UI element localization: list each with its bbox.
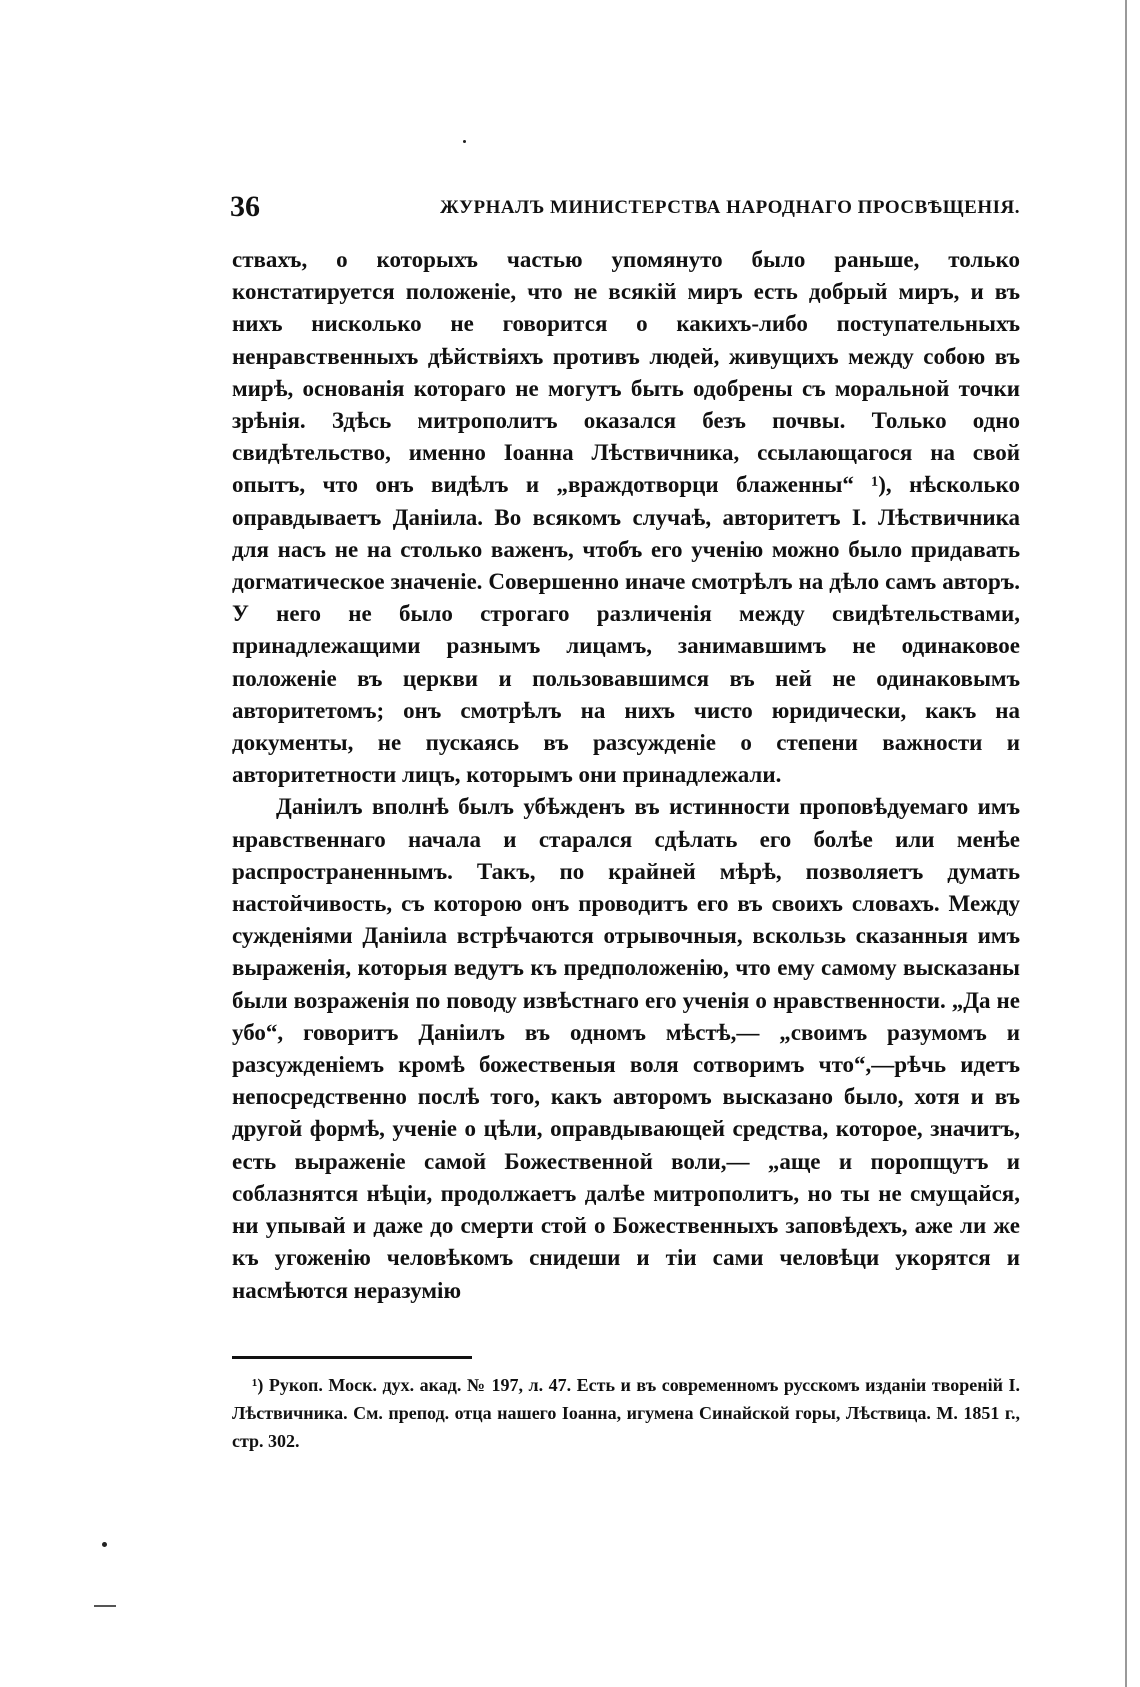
paragraph-daniil: Даніилъ вполнѣ былъ убѣжденъ въ истинности проповѣдуемаго имъ нравственнаго начала и старался сдѣлать его болѣе или менѣе распространеннымъ. Такъ, по крайней мѣрѣ, позволяетъ думать настойчивость, съ которою онъ проводитъ его въ своихъ словахъ. Между сужденіями Даніила встрѣчаются отрывочныя, вскользь сказанныя имъ выраженія, которыя ведутъ къ предположенію, что ему самому высказаны были возраженія по поводу извѣстнаго его ученія о нравственности. „Да не убо“, говоритъ Даніилъ въ одномъ мѣстѣ,— „своимъ разумомъ и разсужденіемъ кромѣ божественыя воля сотворимъ что“,—рѣчь идетъ непосредственно послѣ того, какъ авторомъ высказано было, хотя и въ другой формѣ, ученіе о цѣли, оправдывающей средства, которое, значитъ, есть выраженіе самой Божественной воли,— „аще и поропщутъ и соблазнятся нѣціи, продолжаетъ далѣе митрополитъ, но ты не смущайся, ни упывай и даже до смерти стой о Божественныхъ заповѣдехъ, аже ли же къ угоженію человѣкомъ снидеши и тіи сами человѣци укорятся и насмѣются неразумію: [232, 794, 1020, 1303]
paragraph-continuation: ствахъ, о которыхъ частью упомянуто было раньше, только констатируется положеніе, что не всякій миръ есть добрый миръ, и въ нихъ нисколько не говорится о какихъ-либо поступательныхъ ненравственныхъ дѣйствіяхъ противъ людей, живущихъ между собою въ мирѣ, основанія котораго не могутъ быть одобрены съ моральной точки зрѣнія. Здѣсь митрополитъ оказался безъ почвы. Только одно свидѣтельство, именно Іоанна Лѣствичника, ссылающагося на свой опытъ, что онъ видѣлъ и „враждотворци блаженны“ ¹), нѣсколько оправдываетъ Даніила. Во всякомъ случаѣ, авторитетъ І. Лѣствичника для насъ не на столько важенъ, чтобъ его ученію можно было придавать догматическое значеніе. Совершенно иначе смотрѣлъ на дѣло самъ авторъ. У него не было строгаго различенія между свидѣтельствами, принадлежащими разнымъ лицамъ, занимавшимъ не одинаковое положеніе въ церкви и пользовавшимся въ ней не одинаковымъ авторитетомъ; онъ смотрѣлъ на нихъ чисто юридически, какъ на документы, не пускаясь въ разсужденіе о степени важности и авторитетности лицъ, которымъ они принадлежали.: [232, 247, 1020, 788]
footnote: ¹) Рукоп. Моск. дух. акад. № 197, л. 47. Есть и въ современномъ русскомъ изданіи твореній І. Лѣствичника. См. препод. отца нашего Іоанна, игумена Синайской горы, Лѣствица. М. 1851 г., стр. 302.: [232, 1375, 1020, 1451]
footnote-divider: [232, 1356, 472, 1359]
page-header: [230, 190, 1020, 224]
running-title: ЖУРНАЛЪ МИНИСТЕРСТВА НАРОДНАГО ПРОСВѢЩЕНІЯ.: [440, 197, 1020, 218]
page-edge-line: [1125, 0, 1127, 1687]
print-speck: [102, 1542, 107, 1547]
page-number: 36: [230, 190, 260, 223]
print-speck: [463, 140, 466, 143]
margin-mark: [94, 1605, 116, 1607]
main-text: [232, 244, 1020, 1307]
